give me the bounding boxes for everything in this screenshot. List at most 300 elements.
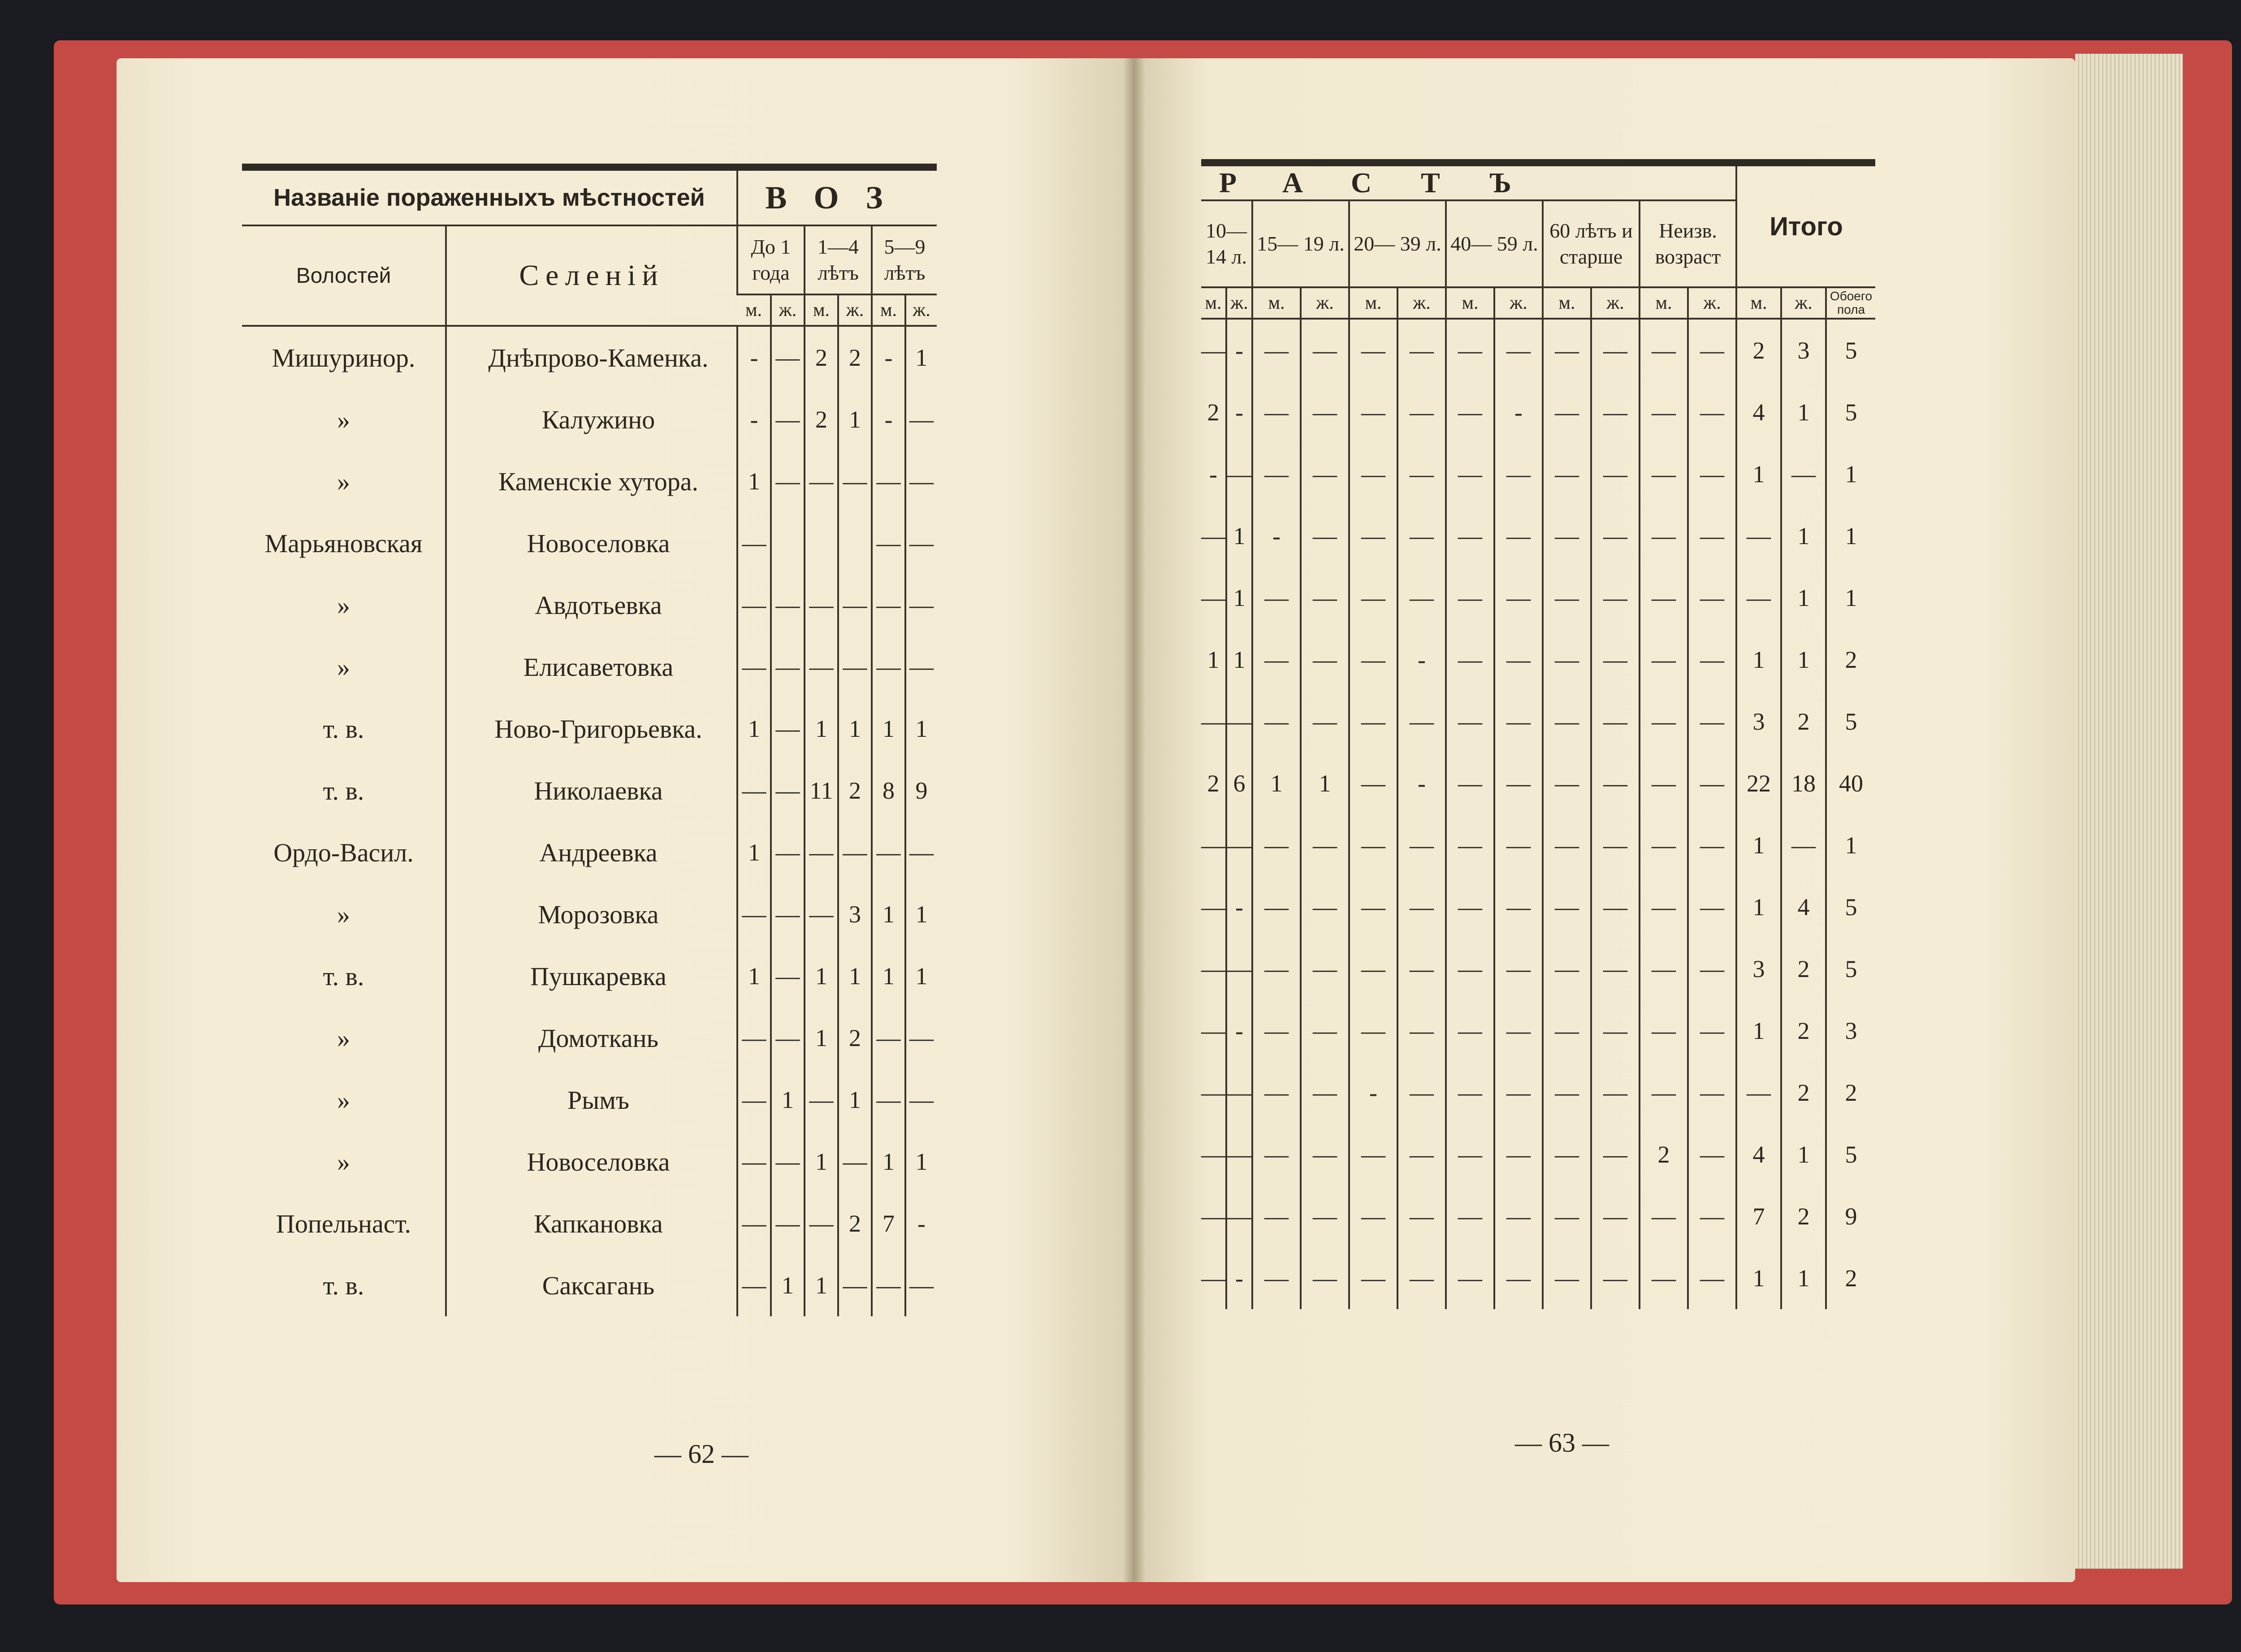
value-cell: — bbox=[1301, 691, 1349, 752]
value-cell: — bbox=[1349, 319, 1397, 381]
value-cell: — bbox=[1446, 629, 1494, 691]
selo-cell: Николаевка bbox=[446, 760, 737, 822]
total-cell: 1 bbox=[1736, 443, 1781, 505]
value-cell: 1 bbox=[1207, 646, 1220, 673]
value-cell: — bbox=[872, 1069, 905, 1131]
total-cell: — bbox=[1781, 443, 1826, 505]
m-label: м. bbox=[872, 294, 905, 326]
value-cell: 2 bbox=[1207, 399, 1220, 426]
value-cell: 1 bbox=[1226, 629, 1252, 691]
table-row bbox=[242, 698, 937, 760]
value-cell: — bbox=[1349, 691, 1397, 752]
total-cell: 1 bbox=[1736, 1000, 1781, 1062]
m-label: м. bbox=[737, 294, 771, 326]
value-cell: — bbox=[1640, 1000, 1688, 1062]
value-cell: — bbox=[872, 574, 905, 636]
col-volost: Волостей bbox=[242, 225, 446, 326]
selo-cell: Днѣпрово-Каменка. bbox=[446, 326, 737, 389]
value-cell: — bbox=[1446, 319, 1494, 381]
value-cell: — bbox=[1201, 1079, 1225, 1106]
table-row bbox=[1201, 443, 1875, 505]
volost-cell: Марьяновская bbox=[264, 528, 423, 558]
value-cell: — bbox=[1543, 1062, 1591, 1124]
value-cell: — bbox=[1349, 629, 1397, 691]
age-col-6: 40— 59 л. bbox=[1446, 200, 1543, 287]
age-col-1: 1—4 лѣтъ bbox=[805, 225, 872, 294]
value-cell: — bbox=[1349, 505, 1397, 567]
table-row bbox=[242, 326, 937, 389]
value-cell: — bbox=[838, 574, 872, 636]
total-cell: 40 bbox=[1826, 752, 1875, 814]
total-cell: 2 bbox=[1826, 629, 1875, 691]
value-cell: - bbox=[1494, 381, 1543, 443]
value-cell: — bbox=[1349, 443, 1397, 505]
value-cell: — bbox=[1494, 567, 1543, 629]
total-cell: 1 bbox=[1826, 567, 1875, 629]
value-cell: — bbox=[1301, 1124, 1349, 1185]
value-cell: 1 bbox=[737, 945, 771, 1007]
value-cell: — bbox=[1301, 1062, 1349, 1124]
value-cell: — bbox=[1543, 814, 1591, 876]
value-cell: — bbox=[1201, 832, 1225, 859]
value-cell: 8 bbox=[872, 760, 905, 822]
selo-cell: Ново-Григорьевка. bbox=[446, 698, 737, 760]
value-cell: — bbox=[1301, 319, 1349, 381]
value-cell: 9 bbox=[905, 760, 937, 822]
value-cell: 2 bbox=[805, 326, 838, 389]
value-cell: — bbox=[872, 1254, 905, 1316]
value-cell: — bbox=[1301, 814, 1349, 876]
age-col-2: 5—9 лѣтъ bbox=[872, 225, 937, 294]
total-cell: — bbox=[1736, 567, 1781, 629]
selo-cell: Морозовка bbox=[446, 883, 737, 945]
value-cell: 2 bbox=[838, 1007, 872, 1069]
value-cell: — bbox=[1397, 1124, 1446, 1185]
value-cell: 2 bbox=[838, 1193, 872, 1254]
value-cell: — bbox=[771, 636, 805, 698]
value-cell: — bbox=[1349, 938, 1397, 1000]
value-cell: 1 bbox=[905, 698, 937, 760]
total-cell: 5 bbox=[1826, 876, 1875, 938]
value-cell: 1 bbox=[838, 389, 872, 450]
value-cell: 2 bbox=[1640, 1124, 1688, 1185]
value-cell: — bbox=[771, 698, 805, 760]
value-cell: — bbox=[1688, 1124, 1736, 1185]
volost-cell: Мишуринор. bbox=[272, 343, 415, 372]
value-cell: — bbox=[771, 822, 805, 883]
value-cell: — bbox=[872, 450, 905, 512]
volost-cell: т. в. bbox=[323, 776, 364, 805]
value-cell: — bbox=[1446, 876, 1494, 938]
value-cell: — bbox=[771, 326, 805, 389]
volost-cell: т. в. bbox=[323, 714, 364, 744]
age-col-4: 15— 19 л. bbox=[1252, 200, 1349, 287]
value-cell: — bbox=[1543, 1124, 1591, 1185]
both-sexes-label: Обоего пола bbox=[1826, 287, 1875, 319]
value-cell: — bbox=[1301, 629, 1349, 691]
value-cell: — bbox=[1591, 814, 1640, 876]
value-cell: — bbox=[1349, 381, 1397, 443]
value-cell: — bbox=[1494, 876, 1543, 938]
value-cell: — bbox=[1640, 938, 1688, 1000]
value-cell: 1 bbox=[1226, 505, 1252, 567]
value-cell: — bbox=[737, 883, 771, 945]
table-row bbox=[242, 450, 937, 512]
value-cell: — bbox=[1446, 443, 1494, 505]
value-cell: — bbox=[1688, 1185, 1736, 1247]
value-cell: — bbox=[1640, 691, 1688, 752]
table-row bbox=[242, 636, 937, 698]
total-cell: 2 bbox=[1781, 1000, 1826, 1062]
volost-cell: » bbox=[337, 590, 350, 620]
value-cell: — bbox=[1688, 505, 1736, 567]
value-cell: - bbox=[872, 326, 905, 389]
value-cell: — bbox=[805, 450, 838, 512]
value-cell: — bbox=[1226, 691, 1252, 752]
table-row bbox=[242, 1069, 937, 1131]
volost-cell: Попельнаст. bbox=[276, 1209, 411, 1238]
value-cell: — bbox=[1591, 1124, 1640, 1185]
table-row bbox=[242, 760, 937, 822]
total-cell: 7 bbox=[1736, 1185, 1781, 1247]
value-cell: — bbox=[1252, 629, 1301, 691]
value-cell: - bbox=[1252, 505, 1301, 567]
age-col-7: 60 лѣтъ и старше bbox=[1543, 200, 1640, 287]
value-cell: 2 bbox=[805, 389, 838, 450]
value-cell: — bbox=[1640, 381, 1688, 443]
value-cell: — bbox=[1591, 691, 1640, 752]
value-cell: — bbox=[1494, 1247, 1543, 1309]
m-label: м. bbox=[1349, 287, 1397, 319]
selo-cell: Пушкаревка bbox=[446, 945, 737, 1007]
value-cell: — bbox=[1446, 1000, 1494, 1062]
value-cell: — bbox=[1252, 1247, 1301, 1309]
value-cell: — bbox=[1349, 752, 1397, 814]
value-cell: — bbox=[1446, 1185, 1494, 1247]
value-cell: — bbox=[1688, 1062, 1736, 1124]
total-cell: 1 bbox=[1781, 505, 1826, 567]
value-cell: — bbox=[1301, 505, 1349, 567]
value-cell: — bbox=[1349, 567, 1397, 629]
value-cell: — bbox=[905, 1254, 937, 1316]
value-cell: 1 bbox=[1252, 752, 1301, 814]
m-label: м. bbox=[1736, 287, 1781, 319]
m-label: м. bbox=[805, 294, 838, 326]
value-cell: - bbox=[1397, 629, 1446, 691]
value-cell: — bbox=[1446, 752, 1494, 814]
selo-cell: Каменскіе хутора. bbox=[446, 450, 737, 512]
value-cell: — bbox=[1591, 505, 1640, 567]
value-cell: — bbox=[737, 1069, 771, 1131]
value-cell: — bbox=[1301, 1000, 1349, 1062]
volost-cell: т. в. bbox=[323, 1271, 364, 1300]
value-cell: — bbox=[1446, 505, 1494, 567]
total-cell: 2 bbox=[1781, 938, 1826, 1000]
value-cell: — bbox=[1397, 938, 1446, 1000]
value-cell: — bbox=[737, 1007, 771, 1069]
value-cell: — bbox=[1397, 381, 1446, 443]
value-cell: 1 bbox=[838, 945, 872, 1007]
age-col-5: 20— 39 л. bbox=[1349, 200, 1446, 287]
value-cell: — bbox=[905, 1069, 937, 1131]
value-cell: — bbox=[1201, 1141, 1225, 1168]
value-cell: — bbox=[1446, 1247, 1494, 1309]
value-cell: — bbox=[905, 450, 937, 512]
total-cell: 1 bbox=[1781, 1247, 1826, 1309]
value-cell: - bbox=[905, 1193, 937, 1254]
value-cell: — bbox=[1543, 752, 1591, 814]
value-cell: — bbox=[1201, 1017, 1225, 1044]
value-cell: — bbox=[1494, 752, 1543, 814]
value-cell: — bbox=[1252, 443, 1301, 505]
table-row bbox=[1201, 752, 1875, 814]
value-cell: - bbox=[1226, 876, 1252, 938]
value-cell: — bbox=[1397, 1062, 1446, 1124]
total-cell: 1 bbox=[1781, 629, 1826, 691]
value-cell: — bbox=[737, 574, 771, 636]
value-cell: - bbox=[737, 389, 771, 450]
total-cell: 3 bbox=[1826, 1000, 1875, 1062]
volost-cell: » bbox=[337, 1147, 350, 1176]
value-cell: — bbox=[1201, 894, 1225, 921]
value-cell: — bbox=[1226, 1062, 1252, 1124]
zh-label: ж. bbox=[1781, 287, 1826, 319]
table-row bbox=[1201, 814, 1875, 876]
table-row bbox=[242, 1007, 937, 1069]
selo-cell: Новоселовка bbox=[446, 512, 737, 574]
value-cell: — bbox=[1688, 319, 1736, 381]
value-cell: — bbox=[1349, 876, 1397, 938]
volost-cell: т. в. bbox=[323, 961, 364, 991]
value-cell: — bbox=[905, 574, 937, 636]
value-cell: — bbox=[838, 450, 872, 512]
value-cell: — bbox=[1397, 567, 1446, 629]
value-cell: — bbox=[1301, 567, 1349, 629]
value-cell: — bbox=[1688, 691, 1736, 752]
table-row bbox=[1201, 629, 1875, 691]
value-cell: — bbox=[1397, 319, 1446, 381]
value-cell: — bbox=[771, 1007, 805, 1069]
value-cell: — bbox=[1494, 319, 1543, 381]
zh-label: ж. bbox=[1494, 287, 1543, 319]
total-cell: — bbox=[1781, 814, 1826, 876]
total-cell: 2 bbox=[1826, 1062, 1875, 1124]
table-row bbox=[1201, 1124, 1875, 1185]
value-cell: — bbox=[1252, 1062, 1301, 1124]
total-cell: 5 bbox=[1826, 319, 1875, 381]
value-cell: — bbox=[1494, 1062, 1543, 1124]
total-cell: 5 bbox=[1826, 691, 1875, 752]
total-cell: 5 bbox=[1826, 1124, 1875, 1185]
value-cell: — bbox=[1446, 938, 1494, 1000]
value-cell: — bbox=[1543, 1000, 1591, 1062]
m-label: м. bbox=[1640, 287, 1688, 319]
value-cell: — bbox=[1446, 381, 1494, 443]
value-cell: 1 bbox=[771, 1069, 805, 1131]
page-edges bbox=[2075, 54, 2183, 1569]
value-cell: — bbox=[1397, 505, 1446, 567]
value-cell: — bbox=[1591, 752, 1640, 814]
value-cell: — bbox=[905, 636, 937, 698]
value-cell bbox=[771, 512, 805, 574]
value-cell: — bbox=[1494, 629, 1543, 691]
total-cell: 3 bbox=[1736, 938, 1781, 1000]
value-cell: — bbox=[1301, 1185, 1349, 1247]
zh-label: ж. bbox=[905, 294, 937, 326]
value-cell: — bbox=[1591, 1000, 1640, 1062]
m-label: м. bbox=[1446, 287, 1494, 319]
table-row bbox=[1201, 319, 1875, 381]
total-cell: 1 bbox=[1781, 381, 1826, 443]
value-cell: — bbox=[1201, 1265, 1225, 1292]
total-cell: 2 bbox=[1826, 1247, 1875, 1309]
total-cell: 9 bbox=[1826, 1185, 1875, 1247]
value-cell: — bbox=[1201, 1203, 1225, 1230]
value-cell: — bbox=[1226, 443, 1252, 505]
value-cell: — bbox=[1640, 1247, 1688, 1309]
value-cell: — bbox=[1252, 938, 1301, 1000]
value-cell: — bbox=[1446, 567, 1494, 629]
value-cell: — bbox=[1688, 381, 1736, 443]
value-cell: - bbox=[1226, 1247, 1252, 1309]
value-cell: 1 bbox=[737, 822, 771, 883]
value-cell: — bbox=[805, 883, 838, 945]
value-cell: — bbox=[1688, 443, 1736, 505]
table-row bbox=[1201, 1247, 1875, 1309]
total-cell: 3 bbox=[1736, 691, 1781, 752]
value-cell: — bbox=[1591, 938, 1640, 1000]
m-label: м. bbox=[1201, 287, 1226, 319]
value-cell: — bbox=[1494, 1000, 1543, 1062]
value-cell: — bbox=[1301, 443, 1349, 505]
value-cell: - bbox=[1209, 461, 1217, 488]
value-cell: 1 bbox=[805, 1131, 838, 1193]
value-cell: — bbox=[1446, 814, 1494, 876]
left-table bbox=[242, 164, 937, 1316]
value-cell: - bbox=[1349, 1062, 1397, 1124]
value-cell: — bbox=[1591, 567, 1640, 629]
table-row bbox=[1201, 1000, 1875, 1062]
volost-cell: » bbox=[337, 1023, 350, 1053]
value-cell: — bbox=[1397, 1000, 1446, 1062]
value-cell: — bbox=[1252, 319, 1301, 381]
age-col-0: До 1 года bbox=[737, 225, 805, 294]
value-cell: 1 bbox=[872, 883, 905, 945]
total-cell: 1 bbox=[1736, 629, 1781, 691]
volost-cell: » bbox=[337, 1085, 350, 1115]
value-cell: — bbox=[1591, 381, 1640, 443]
table-row bbox=[242, 822, 937, 883]
value-cell: — bbox=[1301, 938, 1349, 1000]
value-cell: 1 bbox=[737, 450, 771, 512]
value-cell: - bbox=[1397, 752, 1446, 814]
value-cell: — bbox=[1591, 876, 1640, 938]
value-cell: 3 bbox=[838, 883, 872, 945]
book-gutter bbox=[1123, 58, 1145, 1582]
value-cell: — bbox=[1446, 691, 1494, 752]
value-cell: — bbox=[1543, 505, 1591, 567]
value-cell: — bbox=[1201, 956, 1225, 982]
value-cell: — bbox=[771, 883, 805, 945]
value-cell: — bbox=[1226, 938, 1252, 1000]
value-cell: — bbox=[872, 512, 905, 574]
total-cell: 1 bbox=[1736, 814, 1781, 876]
value-cell: - bbox=[1226, 381, 1252, 443]
table-row bbox=[1201, 691, 1875, 752]
value-cell: — bbox=[1397, 1247, 1446, 1309]
age-title-right: РАСТЪ bbox=[1201, 163, 1736, 200]
value-cell: — bbox=[737, 1254, 771, 1316]
table-row bbox=[242, 945, 937, 1007]
value-cell: 1 bbox=[872, 945, 905, 1007]
value-cell: — bbox=[1591, 629, 1640, 691]
value-cell: — bbox=[1494, 1124, 1543, 1185]
value-cell: — bbox=[737, 636, 771, 698]
total-cell: 18 bbox=[1781, 752, 1826, 814]
value-cell: 1 bbox=[905, 326, 937, 389]
value-cell: — bbox=[838, 636, 872, 698]
value-cell: — bbox=[1226, 1124, 1252, 1185]
value-cell: - bbox=[737, 326, 771, 389]
zh-label: ж. bbox=[1688, 287, 1736, 319]
value-cell: — bbox=[1494, 691, 1543, 752]
table-row bbox=[242, 1131, 937, 1193]
value-cell: — bbox=[771, 1193, 805, 1254]
value-cell: — bbox=[1640, 876, 1688, 938]
total-cell: 1 bbox=[1736, 876, 1781, 938]
total-cell: 2 bbox=[1781, 691, 1826, 752]
value-cell: — bbox=[1397, 691, 1446, 752]
value-cell: — bbox=[1494, 1185, 1543, 1247]
value-cell: — bbox=[1226, 1185, 1252, 1247]
col-selo: Селеній bbox=[446, 225, 737, 326]
table-row bbox=[1201, 1062, 1875, 1124]
total-cell: 4 bbox=[1781, 876, 1826, 938]
value-cell: — bbox=[1349, 1247, 1397, 1309]
table-row bbox=[242, 1193, 937, 1254]
value-cell: 7 bbox=[872, 1193, 905, 1254]
value-cell: — bbox=[1688, 814, 1736, 876]
total-cell: 1 bbox=[1781, 1124, 1826, 1185]
total-cell: 2 bbox=[1781, 1062, 1826, 1124]
value-cell: — bbox=[1226, 814, 1252, 876]
value-cell: — bbox=[1397, 814, 1446, 876]
value-cell: — bbox=[838, 1131, 872, 1193]
value-cell: — bbox=[1494, 814, 1543, 876]
value-cell: — bbox=[1252, 1185, 1301, 1247]
m-label: м. bbox=[1543, 287, 1591, 319]
selo-cell: Новоселовка bbox=[446, 1131, 737, 1193]
zh-label: ж. bbox=[1591, 287, 1640, 319]
value-cell: — bbox=[1252, 381, 1301, 443]
age-col-3: 10— 14 л. bbox=[1201, 200, 1252, 287]
selo-cell: Рымъ bbox=[446, 1069, 737, 1131]
value-cell: — bbox=[1640, 505, 1688, 567]
value-cell: — bbox=[805, 822, 838, 883]
table-row bbox=[1201, 567, 1875, 629]
value-cell: — bbox=[872, 822, 905, 883]
table-row bbox=[242, 512, 937, 574]
value-cell: 1 bbox=[905, 1131, 937, 1193]
total-cell: 1 bbox=[1826, 443, 1875, 505]
table-row bbox=[1201, 381, 1875, 443]
value-cell: — bbox=[1688, 876, 1736, 938]
value-cell: — bbox=[1640, 1062, 1688, 1124]
table-row bbox=[242, 389, 937, 450]
value-cell: — bbox=[1201, 523, 1225, 549]
selo-cell: Андреевка bbox=[446, 822, 737, 883]
value-cell: — bbox=[1494, 443, 1543, 505]
